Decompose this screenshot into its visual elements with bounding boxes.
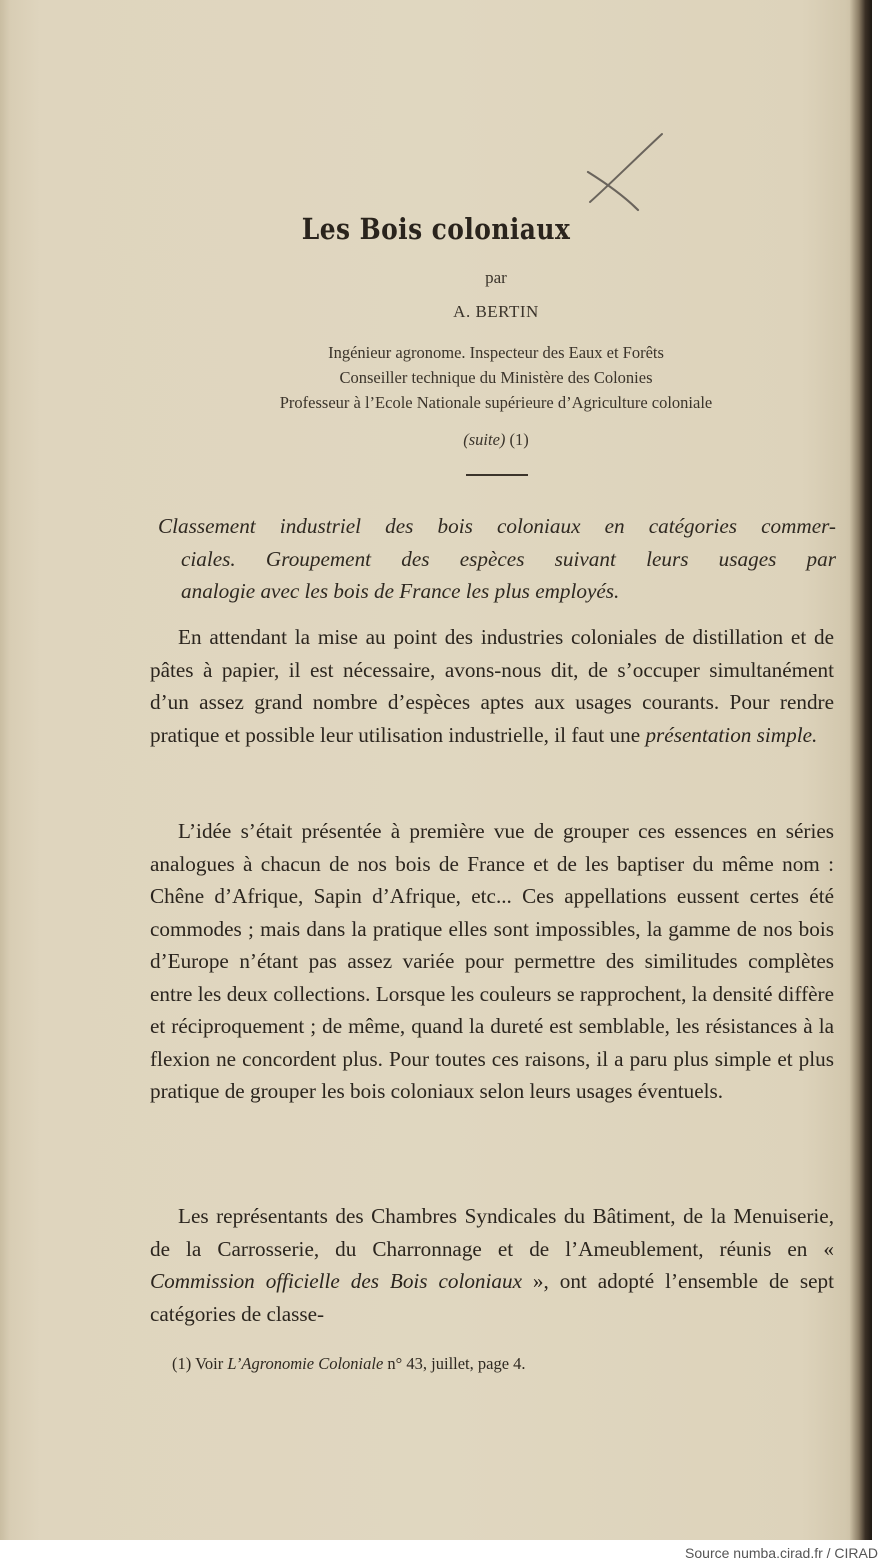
author-credential-3: Professeur à l’Ecole Nationale supérieure d’Agriculture coloniale: [279, 393, 713, 412]
title-divider: [466, 474, 528, 476]
section-heading-line-3: analogie avec les bois de France les plus employés.: [181, 579, 620, 603]
paragraph-2: L’idée s’était présentée à première vue de grouper ces essences en séries analogues à chacun de nos bois de France et de les baptiser du même nom : Chêne d’Afrique, Sapin d’Afrique, etc... Ces appellations eussent certes été commodes ; mais dans la pratique elles sont impossibles, la gamme de nos bois d’Europe n’étant pas assez variée pour permettre des similitudes complètes entre les deux collections. Lorsque les couleurs se rapprochent, la densité diffère et réciproquement ; de même, quand la dureté est semblable, les résistances à la flexion ne concordent plus. Pour toutes ces raisons, il a paru plus simple et plus pratique de grouper les bois coloniaux selon leurs usages éventuels.: [150, 819, 834, 1103]
footnote: [172, 1354, 526, 1374]
footnote-ref: (1): [509, 430, 529, 449]
author-name: A. BERTIN: [453, 302, 539, 321]
footnote-journal: L’Agronomie Coloniale: [227, 1354, 384, 1373]
source-credit: Source numba.cirad.fr / CIRAD: [685, 1545, 878, 1561]
article-title: Les Bois coloniaux: [301, 212, 571, 246]
section-heading-line-2: ciales. Groupement des espèces suivant leurs usages par: [181, 546, 836, 571]
paragraph-1-text: En attendant la mise au point des industries coloniales de distillation et de pâtes à papier, il est nécessaire, avons-nous dit, de s’occuper simultanément d’un assez grand nombre d’espèces aptes aux usages courants. Pour rendre pratique et possible leur utilisation industrielle, il faut une: [150, 625, 834, 747]
author-credential-2: Conseiller technique du Ministère des Colonies: [339, 368, 653, 387]
footnote-details: n° 43, juillet, page 4.: [387, 1354, 526, 1373]
paragraph-3-text-start: Les représentants des Chambres Syndicales du Bâtiment, de la Menuiserie, de la Carrosserie, du Charronnage et de l’Ameublement, réunis en «: [150, 1204, 834, 1261]
author-credential-1: Ingénieur agronome. Inspecteur des Eaux et Forêts: [328, 343, 664, 362]
pencil-x-mark: [582, 132, 666, 212]
section-heading-line-1: Classement industriel des bois coloniaux en catégories commer-: [158, 514, 836, 538]
book-spine-edge: [850, 0, 872, 1540]
paragraph-3-text-end: », ont adopté l’ensemble de sept catégories de classe-: [150, 1269, 834, 1326]
paragraph-3-emphasis: Commission officielle des Bois coloniaux: [150, 1269, 523, 1293]
paragraph-3: [150, 1200, 834, 1330]
paragraph-1: [150, 621, 834, 751]
footnote-prefix: (1) Voir: [172, 1354, 224, 1373]
byline-par: par: [485, 268, 507, 287]
paragraph-1-emphasis: présentation simple.: [645, 722, 818, 747]
suite-word: (suite): [463, 430, 506, 449]
continued-label: [0, 430, 872, 450]
section-heading: [158, 510, 836, 608]
